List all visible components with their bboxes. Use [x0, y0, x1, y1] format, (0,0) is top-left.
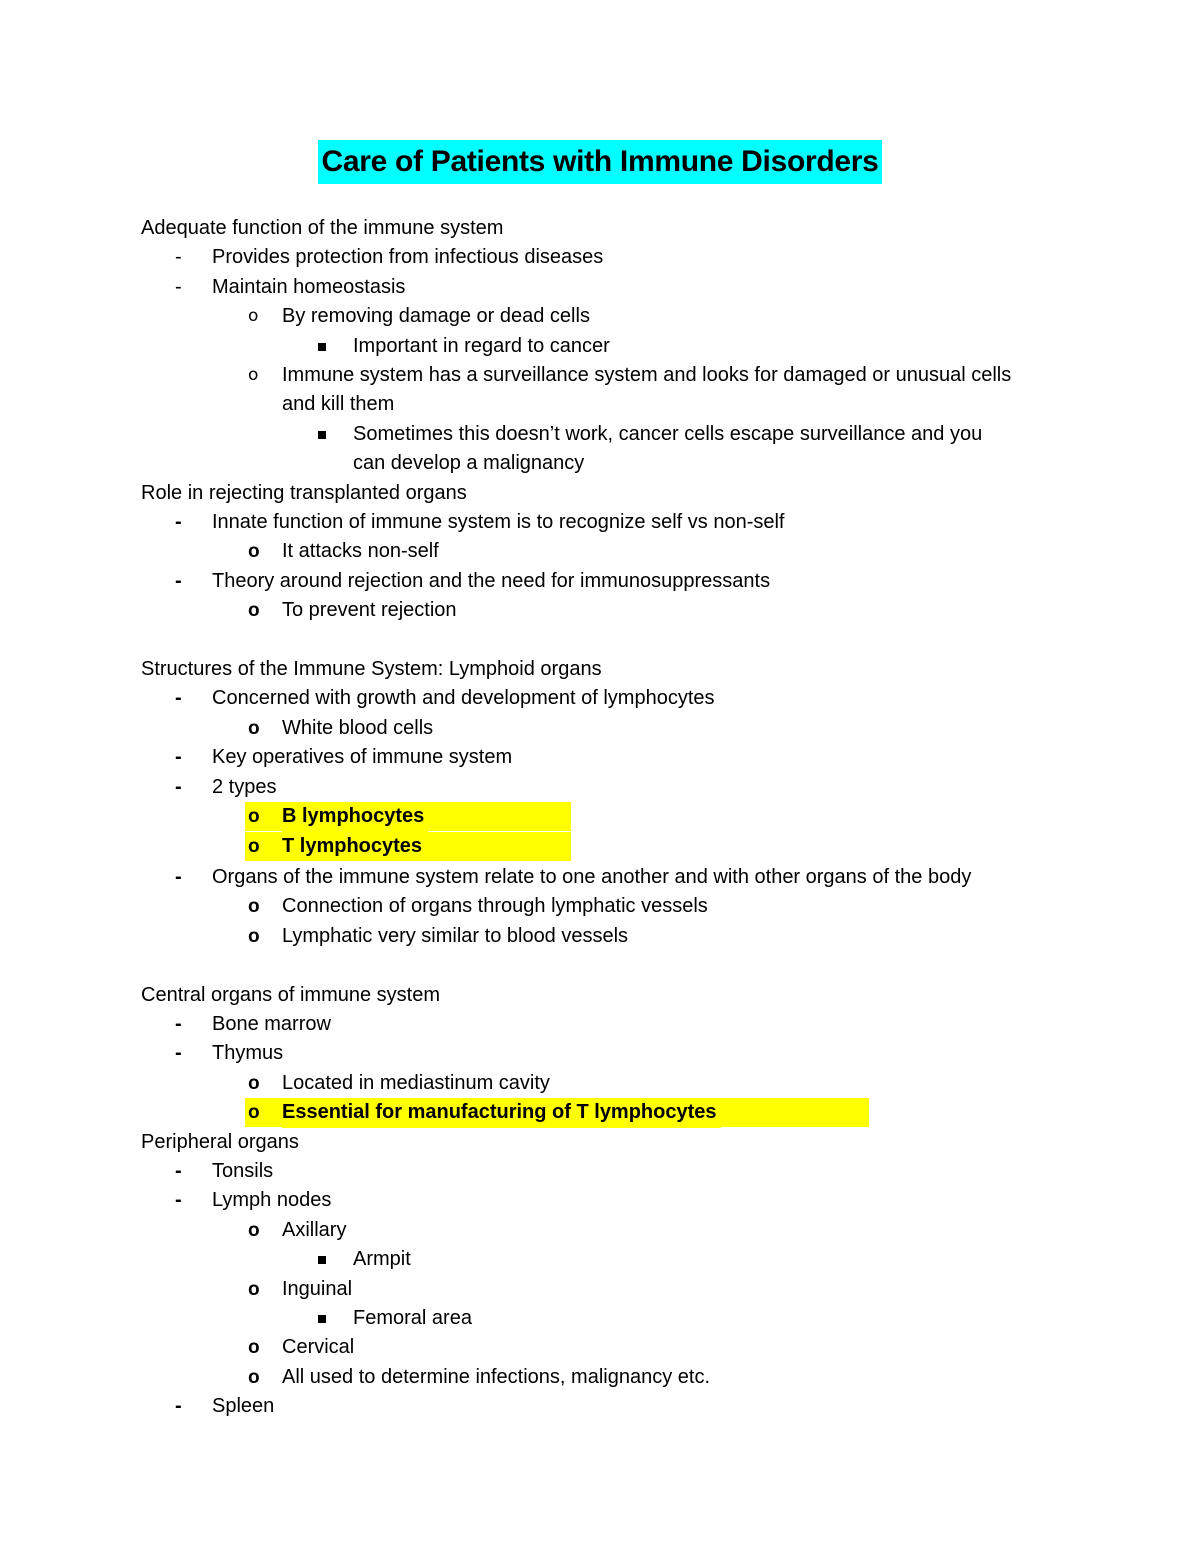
circle-bullet-icon: o — [248, 600, 260, 622]
list-item: o By removing damage or dead cells — [141, 302, 1101, 331]
dash-bullet-icon: - — [175, 687, 182, 710]
document-title: Care of Patients with Immune Disorders — [318, 140, 881, 184]
list-item: - Concerned with growth and development of lymphocytes — [141, 684, 1101, 713]
square-bullet-icon — [318, 431, 326, 439]
square-bullet-icon — [318, 1256, 326, 1264]
circle-bullet-icon: o — [248, 925, 260, 947]
list-item: - Theory around rejection and the need for immunosuppressants — [141, 567, 1101, 596]
list-item: Important in regard to cancer — [141, 332, 1101, 361]
section-heading-rejecting: Role in rejecting transplanted organs — [141, 481, 467, 504]
list-item: - Spleen — [141, 1392, 1101, 1421]
dash-bullet-icon: - — [175, 746, 182, 769]
dash-bullet-icon: - — [175, 1159, 182, 1182]
circle-bullet-icon: o — [248, 1219, 260, 1241]
circle-bullet-icon: o — [248, 835, 260, 857]
dash-bullet-icon: - — [175, 775, 182, 798]
dash-bullet-icon: - — [175, 275, 182, 298]
dash-bullet-icon: - — [175, 569, 182, 592]
dash-bullet-icon: - — [175, 1012, 182, 1035]
blank-line — [141, 951, 1101, 980]
list-item: - Innate function of immune system is to recognize self vs non-self — [141, 508, 1101, 537]
dash-bullet-icon: - — [175, 1189, 182, 1212]
circle-bullet-icon: o — [248, 896, 260, 918]
list-item: o Connection of organs through lymphatic vessels — [141, 892, 1101, 921]
list-item: o It attacks non-self — [141, 537, 1101, 566]
list-item: o Lymphatic very similar to blood vessels — [141, 922, 1101, 951]
list-item: o Inguinal — [141, 1275, 1101, 1304]
list-item: o Immune system has a surveillance system and looks for damaged or unusual cells — [141, 361, 1101, 390]
section-heading-peripheral: Peripheral organs — [141, 1130, 299, 1153]
circle-bullet-icon: o — [248, 1366, 260, 1388]
dash-bullet-icon: - — [175, 511, 182, 534]
title-wrap — [0, 140, 1200, 184]
list-item: o Axillary — [141, 1216, 1101, 1245]
dash-bullet-icon: - — [175, 246, 182, 269]
dash-bullet-icon: - — [175, 1395, 182, 1418]
list-item: o All used to determine infections, malignancy etc. — [141, 1363, 1101, 1392]
list-item: - Organs of the immune system relate to one another and with other organs of the body — [141, 863, 1101, 892]
list-item: - Thymus — [141, 1039, 1101, 1068]
circle-bullet-icon: o — [248, 541, 260, 563]
highlighted-list-item: o B lymphocytes — [141, 802, 1101, 831]
section-heading-structures: Structures of the Immune System: Lymphoid organs — [141, 658, 602, 681]
list-item: - Maintain homeostasis — [141, 273, 1101, 302]
document-body — [141, 214, 1101, 1422]
list-item: - Provides protection from infectious diseases — [141, 243, 1101, 272]
list-item: - Key operatives of immune system — [141, 743, 1101, 772]
square-bullet-icon — [318, 1315, 326, 1323]
list-item: - Bone marrow — [141, 1010, 1101, 1039]
list-item: - Tonsils — [141, 1157, 1101, 1186]
square-bullet-icon — [318, 343, 326, 351]
circle-bullet-icon: o — [248, 717, 260, 739]
circle-bullet-icon: o — [248, 306, 259, 327]
list-item: o White blood cells — [141, 714, 1101, 743]
list-item-continuation: can develop a malignancy — [353, 452, 585, 475]
circle-bullet-icon: o — [248, 365, 259, 386]
list-item: - 2 types — [141, 773, 1101, 802]
list-item: o Located in mediastinum cavity — [141, 1069, 1101, 1098]
circle-bullet-icon: o — [248, 1102, 260, 1124]
dash-bullet-icon: - — [175, 865, 182, 888]
section-heading-central: Central organs of immune system — [141, 983, 441, 1006]
list-item: Sometimes this doesn’t work, cancer cells escape surveillance and you — [141, 420, 1101, 449]
circle-bullet-icon: o — [248, 1337, 260, 1359]
list-item: - Lymph nodes — [141, 1186, 1101, 1215]
blank-line — [141, 626, 1101, 655]
section-heading-adequate: Adequate function of the immune system — [141, 217, 504, 239]
list-item: Femoral area — [141, 1304, 1101, 1333]
circle-bullet-icon: o — [248, 1072, 260, 1094]
dash-bullet-icon: - — [175, 1042, 182, 1065]
circle-bullet-icon: o — [248, 1278, 260, 1300]
list-item: o Cervical — [141, 1333, 1101, 1362]
list-item-continuation: and kill them — [282, 393, 395, 416]
highlighted-list-item: o Essential for manufacturing of T lymphocytes — [141, 1098, 1101, 1127]
circle-bullet-icon: o — [248, 806, 260, 828]
highlighted-list-item: o T lymphocytes — [141, 832, 1101, 861]
list-item: Armpit — [141, 1245, 1101, 1274]
list-item: o To prevent rejection — [141, 596, 1101, 625]
